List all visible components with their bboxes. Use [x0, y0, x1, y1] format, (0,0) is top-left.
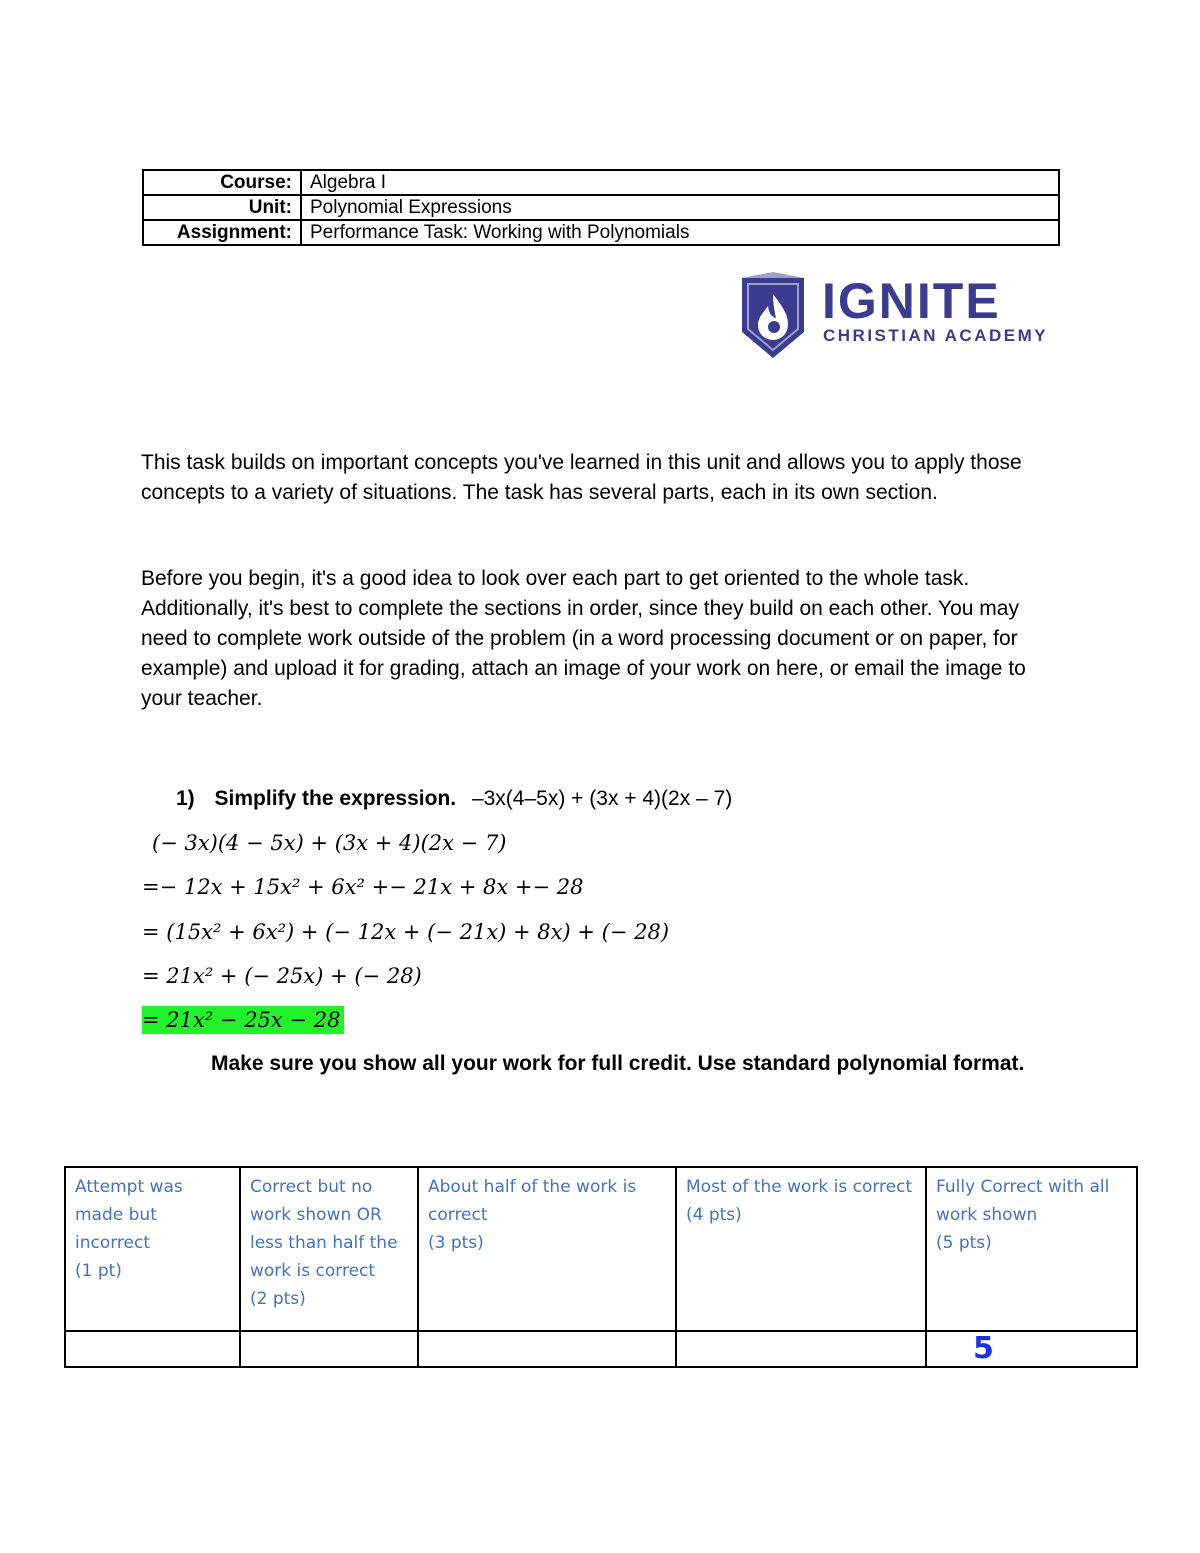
criterion-points: (3 pts) — [428, 1233, 484, 1253]
work-line: = (15x² + 6x²) + (− 12x + (− 21x) + 8x) + (− 28) — [142, 920, 670, 944]
criterion-text: Attempt was made but incorrect — [75, 1177, 183, 1253]
rubric-score-row — [65, 1331, 1137, 1367]
course-label: Course: — [143, 170, 301, 195]
unit-value: Polynomial Expressions — [301, 195, 1059, 220]
rubric-cell — [240, 1167, 418, 1331]
score-cell — [676, 1331, 926, 1367]
criterion-text: About half of the work is correct — [428, 1177, 637, 1225]
criterion-text: Most of the work is correct (4 pts) — [686, 1177, 913, 1225]
handwritten-score: 5 — [973, 1331, 994, 1366]
score-cell — [65, 1331, 240, 1367]
score-cell — [418, 1331, 676, 1367]
criterion-text: Fully Correct with all work shown — [936, 1177, 1110, 1225]
rubric-cell — [676, 1167, 926, 1331]
rubric-cell — [926, 1167, 1137, 1331]
question-number: 1) — [176, 787, 195, 810]
work-line: (− 3x)(4 − 5x) + (3x + 4)(2x − 7) — [152, 831, 507, 855]
rubric-criteria-row — [65, 1167, 1137, 1331]
criterion-points: (5 pts) — [936, 1233, 992, 1253]
intro-paragraph-2: Before you begin, it's a good idea to look over each part to get oriented to the whole task. Additionally, it's best to complete the sections in order, since they build on each other. You may need to complete work outside of the problem (in a word processing document or on paper, for example) and upload it for grading, attach an image of your work on here, or email the image to your teacher. — [141, 567, 1026, 710]
rubric-cell — [65, 1167, 240, 1331]
assignment-value: Performance Task: Working with Polynomials — [301, 220, 1059, 245]
criterion-points: (2 pts) — [250, 1289, 306, 1309]
criterion-points: (1 pt) — [75, 1261, 122, 1281]
question-1 — [176, 784, 732, 814]
question-prompt: Simplify the expression. — [214, 787, 457, 810]
work-line: = 21x² + (− 25x) + (− 28) — [142, 964, 422, 988]
shield-flame-icon — [738, 272, 808, 362]
course-row — [143, 170, 1059, 195]
course-value: Algebra I — [301, 170, 1059, 195]
score-cell — [240, 1331, 418, 1367]
rubric-table — [64, 1166, 1138, 1368]
assignment-label: Assignment: — [143, 220, 301, 245]
assignment-row — [143, 220, 1059, 245]
unit-row — [143, 195, 1059, 220]
logo-title: IGNITE — [822, 273, 1001, 329]
work-instruction-note: Make sure you show all your work for full credit. Use standard polynomial format. — [211, 1052, 1025, 1075]
question-expression: –3x(4–5x) + (3x + 4)(2x – 7) — [471, 787, 733, 810]
criterion-text: Correct but no work shown OR less than half the work is correct — [250, 1177, 398, 1281]
course-info-table — [142, 169, 1060, 246]
unit-label: Unit: — [143, 195, 301, 220]
score-cell — [926, 1331, 1137, 1367]
intro-paragraph-1: This task builds on important concepts you've learned in this unit and allows you to apply those concepts to a variety of situations. The task has several parts, each in its own section. — [141, 451, 1022, 504]
school-logo — [738, 272, 1048, 362]
logo-subtitle: CHRISTIAN ACADEMY — [823, 326, 1049, 345]
rubric-cell — [418, 1167, 676, 1331]
final-answer: = 21x² − 25x − 28 — [142, 1006, 344, 1034]
work-line: =− 12x + 15x² + 6x² +− 21x + 8x +− 28 — [142, 875, 584, 899]
